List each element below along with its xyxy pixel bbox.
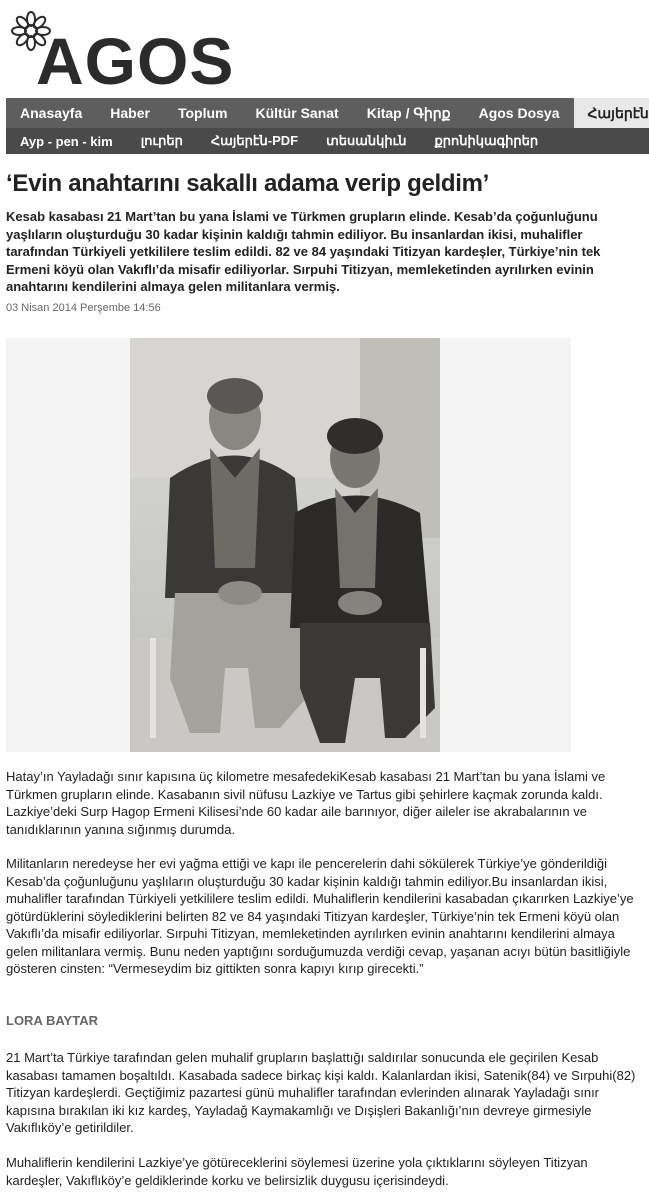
article-author[interactable]: LORA BAYTAR (6, 1013, 98, 1028)
nav-item-ayp-pen-kim[interactable]: Ayp - pen - kim (20, 133, 113, 149)
nav-item-lurer[interactable]: լուրեր (140, 133, 183, 148)
nav-item-agos-dosya[interactable]: Agos Dosya (478, 105, 560, 121)
two-elderly-women-image (130, 338, 440, 752)
nav-item-kitap[interactable]: Kitap / Գիրք (366, 104, 451, 121)
site-logo[interactable] (10, 8, 250, 98)
nav-item-armenian-pdf[interactable]: Հայերէն-PDF (210, 133, 299, 148)
secondary-nav (6, 128, 649, 154)
main-navigation (6, 98, 649, 154)
nav-item-kronikagirer[interactable]: քրոնիկագիրեր (434, 133, 539, 148)
nav-item-tesankiun[interactable]: տեսանկիւն (326, 133, 407, 148)
nav-item-toplum[interactable]: Toplum (177, 105, 228, 121)
article-paragraph-3: 21 Mart’ta Türkiye tarafından gelen muhalif grupların başlattığı saldırılar sonucunda ele geçirilen Kesab kasabası tamamen boşaltıldı. Kasabada sadece birkaç kişi kaldı. Kalanlardan ikisi, Satenik(84) ve Sırpuhi(82) Titizyan kardeşlerdi. Geçtiğimiz pazartesi günü muhalifler tarafından evlerinden alınarak Yayladağı sınır kapısına bırakılan iki kız kardeş, Yayladağ Kaymakamlığı ve Dışişleri Bakanlığı’nın devreye girmesiyle Vakıflıköy’e getirildiler. (6, 1050, 636, 1135)
article-date: 03 Nisan 2014 Perşembe 14:56 (6, 302, 161, 314)
nav-item-anasayfa[interactable]: Anasayfa (20, 105, 83, 121)
article-paragraph-2: Militanların neredeyse her evi yağma ettiği ve kapı ile pencerelerin dahi sökülerek Türkiye’ye gönderildiği Kesab’da çoğunluğunu yaşlıların oluşturduğu 30 kadar kişinin kaldığı tahmin ediliyor.Bu insanlardan ikisi, muhalifler tarafından Türkiyeli yetkililere teslim edildi. Muhaliflerin kendilerini kasabadan çıkarırken Lazkiye’ye götürdüklerini söylediklerini belirten 82 ve 84 yaşındaki Titizyan kardeşler, Türkiye’nin tek Ermeni köyü olan Vakıflı’da misafir ediliyorlar. Sırpuhi Titizyan, memleketinden ayrılırken evinin anahtarını kendilerini almaya gelen militanlara vermiş. Bunu neden yaptığını sorduğumuzda verdiği cevap, yaşanan acıyı bütün basitliğiyle gösteren cinsten: “Vermeseydim biz gittikten sonra kapıyı kırıp girecekti.” (6, 856, 634, 976)
article-photo (6, 338, 571, 752)
nav-item-armenian[interactable]: Հայերէն (574, 98, 649, 128)
article-lead: Kesab kasabası 21 Mart’tan bu yana İslami ve Türkmen grupların elinde. Kesab’da çoğunluğunu yaşlıların oluşturduğu 30 kadar kişinin kaldığı tahmin ediliyor. Bu insanlardan ikisi, muhalifler tarafından Türkiyeli yetkililere teslim edildi. 82 ve 84 yaşındaki Titizyan kardeşler, Türkiye’nin tek Ermeni köyü olan Vakıflı’da misafir ediliyorlar. Sırpuhi Titizyan, memleketinden ayrılırken evinin anahtarını kendilerini almaya gelen militanlara vermiş. (6, 209, 601, 294)
article-title: ‘Evin anahtarını sakallı adama verip geldim’ (6, 170, 489, 197)
article-paragraph-4: Muhaliflerin kendilerini Lazkiye’ye götüreceklerini söylemesi üzerine yola çıktıklarını söyleyen Titizyan kardeşler, Vakıflıköy’e geldiklerinde korku ve belirsizlik duygusu içerisindeydi. (6, 1155, 588, 1188)
nav-item-kultur-sanat[interactable]: Kültür Sanat (255, 105, 339, 121)
nav-item-haber[interactable]: Haber (110, 105, 150, 121)
primary-nav (6, 98, 649, 128)
logo-wordmark: AGOS (36, 24, 235, 98)
article-paragraph-1: Hatay’ın Yayladağı sınır kapısına üç kilometre mesafedekiKesab kasabası 21 Mart’tan bu yana İslami ve Türkmen grupların elinde. Kasabanın sivil nüfusu Lazkiye ve Tartus gibi şehirlere kaçmak zorunda kaldı. Lazkiye’deki Surp Hagop Ermeni Kilisesi’nde 60 kadar aile barınıyor, diğer aileler ise akrabalarının ve tanıdıklarının yanına sığınmış durumda. (6, 769, 606, 837)
